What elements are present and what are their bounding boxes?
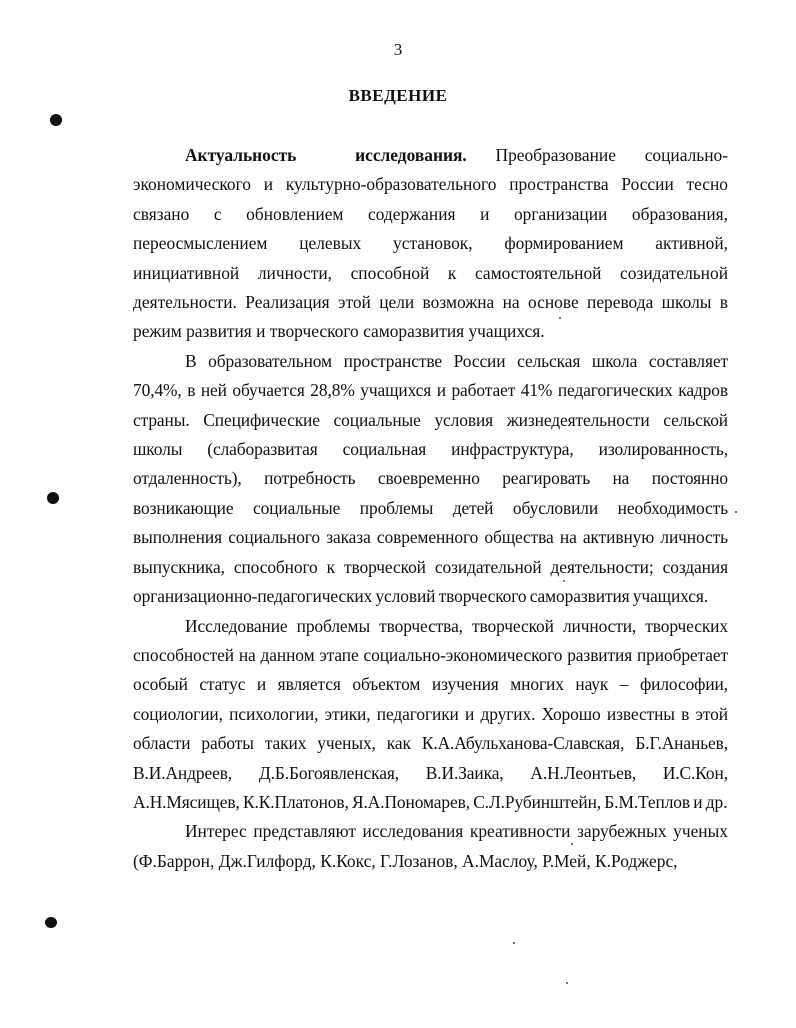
scan-mark-top (50, 114, 62, 126)
scan-speck (559, 317, 561, 319)
scan-mark-middle (47, 492, 59, 504)
paragraph-4: Интерес представляют исследования креативности зарубежных ученых (Ф.Баррон, Дж.Гилфорд, К.Кокс, Г.Лозанов, А.Маслоу, Р.Мей, К.Роджерс, (133, 821, 728, 871)
paragraph-2: В образовательном пространстве России сельская школа составляет 70,4%, в ней обучается 28,8% учащихся и работает 41% педагогических кадров страны. Специфические социальные условия жизнедеятельности сельской школы (слаборазвитая социальная инфраструктура, изолированность, отдаленность), потребность своевременно реагировать на постоянно возникающие социальные проблемы детей обусловили необходимость выполнения социального заказа современного общества на активную личность выпускника, способного к творческой созидательной деятельности; создания организационно-педагогических условий творческого саморазвития учащихся. (133, 350, 728, 607)
document-body (133, 141, 728, 876)
paragraph-1 (133, 141, 728, 347)
scan-speck (563, 580, 565, 582)
paragraph-3: Исследование проблемы творчества, творческой личности, творческих способностей на данном этапе социально-экономического развития приобретает особый статус и является объектом изучения многих наук – философии, социологии, психологии, этики, педагогики и других. Хорошо известны в этой области работы таких ученых, как К.А.Абульханова-Славская, Б.Г.Ананьев, В.И.Андреев, Д.Б.Богоявленская, В.И.Заика, А.Н.Леонтьев, И.С.Кон, А.Н.Мясищев, К.К.Платонов, Я.А.Пономарев, С.Л.Рубинштейн, Б.М.Теплов и др. (133, 615, 728, 812)
scan-speck (735, 511, 737, 513)
paragraph-lead: Актуальность исследования. (185, 145, 467, 165)
paragraph-1-text: Преобразование социально-экономического и культурно-образовательного пространства России тесно связано с обновлением содержания и организации образования, переосмыслением целевых установок, формированием активной, инициативной личности, способной к самостоятельной созидательной деятельности. Реализация этой цели возможна на основе перевода школы в режим развития и творческого саморазвития учащихся. (133, 145, 728, 342)
page-title: ВВЕДЕНИЕ (348, 86, 448, 105)
scan-speck (566, 982, 568, 984)
scan-speck (571, 843, 573, 845)
scan-speck (513, 942, 515, 944)
page-number: 3 (393, 40, 403, 59)
scan-mark-bottom (45, 917, 57, 928)
